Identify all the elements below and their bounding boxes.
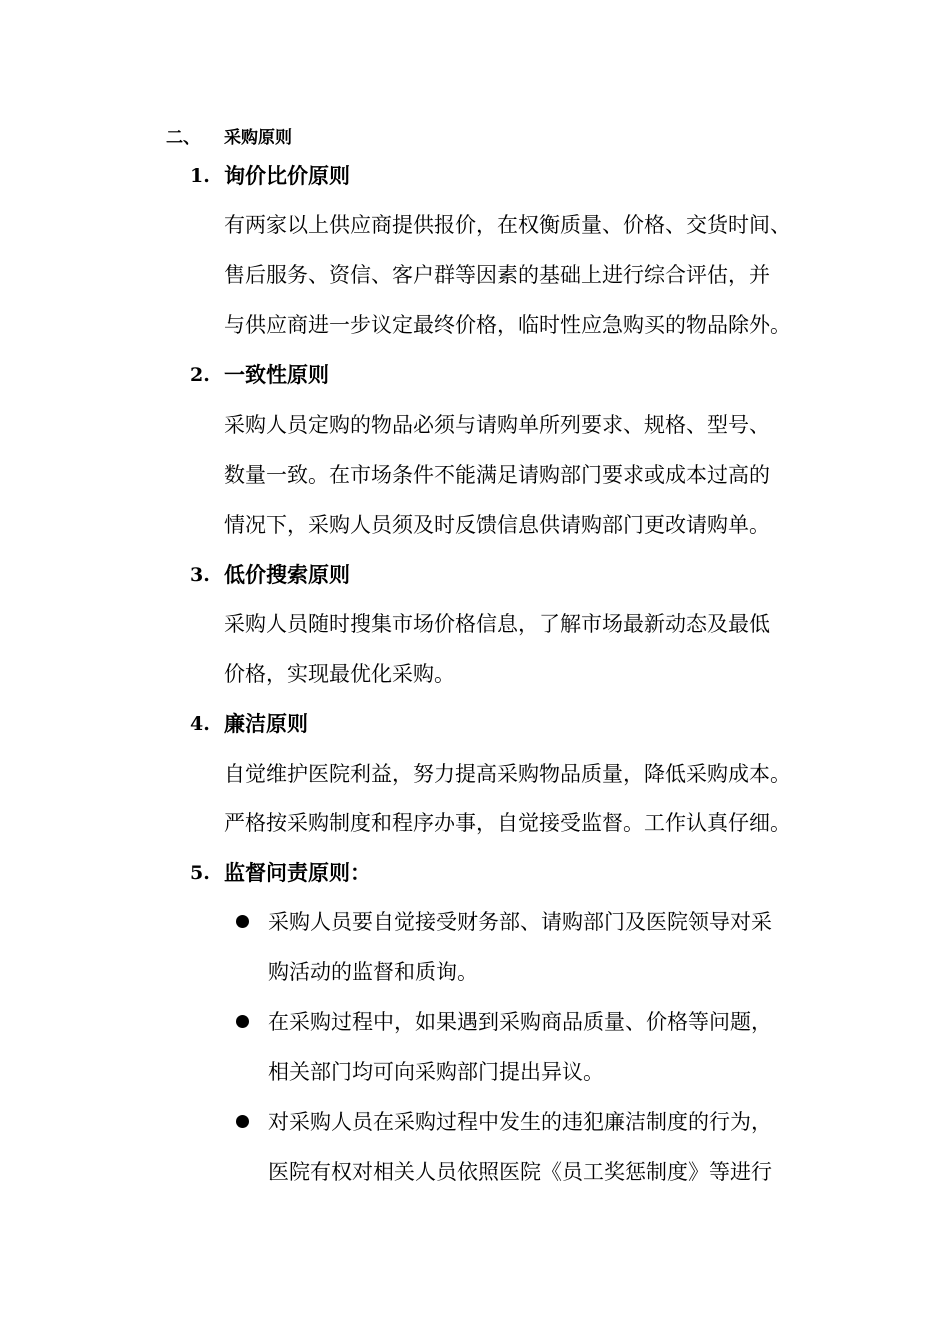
item-2-line-3: 情况下，采购人员须及时反馈信息供请购部门更改请购单。 <box>224 513 770 537</box>
bullet-1-line-2: 购活动的监督和质询。 <box>268 960 478 984</box>
item-1-line-3: 与供应商进一步议定最终价格，临时性应急购买的物品除外。 <box>224 313 791 337</box>
bullet-2-line-1: 在采购过程中，如果遇到采购商品质量、价格等问题， <box>268 1010 772 1034</box>
item-5-number: 5. <box>190 862 210 884</box>
item-2-line-2: 数量一致。在市场条件不能满足请购部门要求或成本过高的 <box>224 463 770 487</box>
item-3-line-2: 价格，实现最优化采购。 <box>224 662 455 686</box>
bullet-icon <box>236 1015 249 1028</box>
item-1-number: 1. <box>190 165 210 187</box>
item-4-title: 廉洁原则 <box>224 711 308 736</box>
item-5-title: 监督问责原则： <box>224 860 371 885</box>
bullet-2-line-2: 相关部门均可向采购部门提出异议。 <box>268 1060 604 1084</box>
item-3-title: 低价搜索原则 <box>224 562 350 587</box>
item-1-title: 询价比价原则 <box>224 163 350 188</box>
item-2-title: 一致性原则 <box>224 362 329 387</box>
bullet-3-line-1: 对采购人员在采购过程中发生的违犯廉洁制度的行为， <box>268 1110 772 1134</box>
item-3-line-1: 采购人员随时搜集市场价格信息，了解市场最新动态及最低 <box>224 612 770 636</box>
item-2-line-1: 采购人员定购的物品必须与请购单所列要求、规格、型号、 <box>224 413 770 437</box>
item-4-number: 4. <box>190 713 210 735</box>
bullet-3-line-2: 医院有权对相关人员依照医院《员工奖惩制度》等进行 <box>268 1160 772 1184</box>
bullet-icon <box>236 915 249 928</box>
item-1-line-1: 有两家以上供应商提供报价，在权衡质量、价格、交货时间、 <box>224 213 791 237</box>
item-2-number: 2. <box>190 364 210 386</box>
bullet-1-line-1: 采购人员要自觉接受财务部、请购部门及医院领导对采 <box>268 910 772 934</box>
item-1-line-2: 售后服务、资信、客户群等因素的基础上进行综合评估，并 <box>224 263 770 287</box>
item-3-number: 3. <box>190 564 210 586</box>
item-4-line-1: 自觉维护医院利益，努力提高采购物品质量，降低采购成本。 <box>224 762 791 786</box>
section-number: 二、 <box>166 128 200 148</box>
bullet-icon <box>236 1115 249 1128</box>
section-title: 采购原则 <box>224 128 292 148</box>
item-4-line-2: 严格按采购制度和程序办事，自觉接受监督。工作认真仔细。 <box>224 811 791 835</box>
